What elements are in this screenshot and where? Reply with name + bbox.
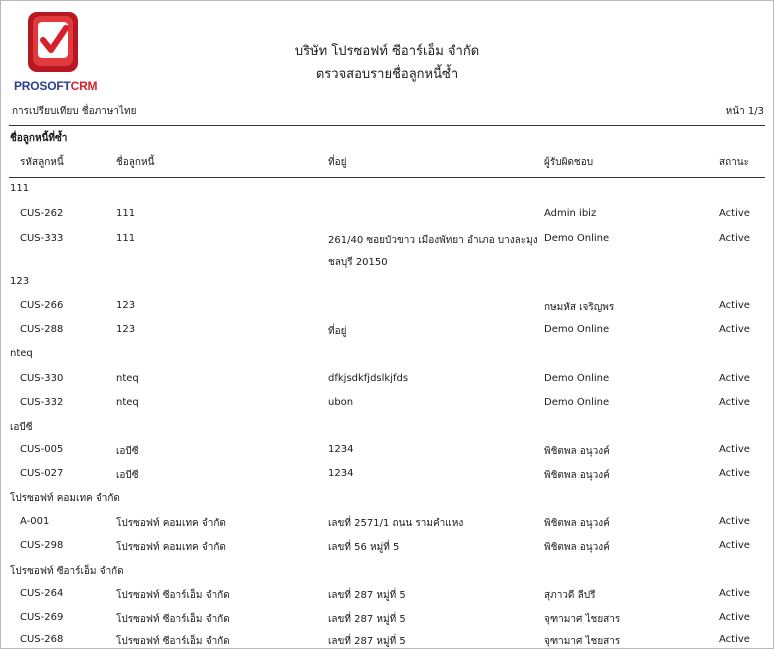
col-header-status: สถานะ	[719, 157, 749, 168]
group-label: เอบีซี	[10, 422, 33, 433]
cell-name: 111	[116, 208, 136, 219]
cell-address: 261/40 ซอยบัวขาว เมืองพัทยา อำเภอ บางละมุง	[328, 235, 538, 246]
col-header-owner: ผู้รับผิดชอบ	[544, 157, 594, 168]
cell-name: เอบีซี	[116, 446, 139, 457]
cell-name: 123	[116, 300, 136, 311]
cell-code: A-001	[20, 516, 50, 527]
cell-owner: Demo Online	[544, 233, 610, 244]
cell-owner: Demo Online	[544, 397, 610, 408]
header-rule	[9, 125, 765, 126]
group-label: 111	[10, 183, 30, 194]
column-rule	[9, 177, 765, 178]
cell-code: CUS-298	[20, 540, 64, 551]
cell-address: เลขที่ 287 หมู่ที่ 5	[328, 614, 406, 625]
logo-brand-right: CRM	[70, 79, 98, 93]
cell-address: dfkjsdkfjdslkjfds	[328, 373, 409, 384]
col-header-code: รหัสลูกหนี้	[20, 157, 64, 168]
col-header-name: ชื่อลูกหนี้	[116, 157, 155, 168]
cell-owner: สุภาวดี ลีปรี	[544, 590, 596, 601]
cell-status: Active	[719, 468, 750, 479]
cell-code: CUS-005	[20, 444, 64, 455]
cell-status: Active	[719, 588, 750, 599]
cell-owner: Admin ibiz	[544, 208, 597, 219]
cell-name: 111	[116, 233, 136, 244]
cell-address: ubon	[328, 397, 354, 408]
cell-code: CUS-330	[20, 373, 64, 384]
cell-status: Active	[719, 397, 750, 408]
group-label: nteq	[10, 348, 33, 359]
cell-address: เลขที่ 287 หมู่ที่ 5	[328, 636, 406, 647]
cell-address: เลขที่ 2571/1 ถนน รามคำแหง	[328, 518, 464, 529]
cell-status: Active	[719, 300, 750, 311]
cell-status: Active	[719, 208, 750, 219]
cell-status: Active	[719, 444, 750, 455]
cell-status: Active	[719, 612, 750, 623]
group-label: โปรซอฟท์ คอมเทค จำกัด	[10, 493, 120, 504]
cell-address: 1234	[328, 444, 354, 455]
col-header-address: ที่อยู่	[328, 157, 347, 168]
cell-code: CUS-266	[20, 300, 64, 311]
logo-brand-left: PROSOFT	[14, 79, 71, 93]
cell-status: Active	[719, 540, 750, 551]
group-label: โปรซอฟท์ ซีอาร์เอ็ม จำกัด	[10, 566, 124, 577]
cell-code: CUS-264	[20, 588, 64, 599]
section-label: ชื่อลูกหนี้ที่ซ้ำ	[10, 133, 68, 144]
company-name: บริษัท โปรซอฟท์ ซีอาร์เอ็ม จำกัด	[294, 44, 480, 59]
cell-code: CUS-269	[20, 612, 64, 623]
cell-status: Active	[719, 233, 750, 244]
cell-owner: พิชิตพล อนุวงค์	[544, 518, 610, 529]
cell-address: เลขที่ 287 หมู่ที่ 5	[328, 590, 406, 601]
cell-name: โปรซอฟท์ ซีอาร์เอ็ม จำกัด	[116, 590, 230, 601]
sort-label: การเปรียบเทียบ ชื่อภาษาไทย	[12, 106, 137, 117]
cell-name: โปรซอฟท์ คอมเทค จำกัด	[116, 518, 226, 529]
cell-code: CUS-288	[20, 324, 64, 335]
cell-code: CUS-332	[20, 397, 64, 408]
cell-name: โปรซอฟท์ คอมเทค จำกัด	[116, 542, 226, 553]
cell-code: CUS-268	[20, 634, 64, 645]
cell-status: Active	[719, 373, 750, 384]
cell-name: 123	[116, 324, 136, 335]
report-title: ตรวจสอบรายชื่อลูกหนี้ซ้ำ	[315, 67, 459, 82]
cell-address: เลขที่ 56 หมู่ที่ 5	[328, 542, 400, 553]
page-number: หน้า 1/3	[725, 106, 764, 117]
cell-owner: Demo Online	[544, 324, 610, 335]
cell-name: nteq	[116, 373, 139, 384]
cell-address-line2: ชลบุรี 20150	[328, 257, 388, 268]
cell-owner: พิชิตพล อนุวงค์	[544, 470, 610, 481]
cell-code: CUS-027	[20, 468, 64, 479]
cell-address: 1234	[328, 468, 354, 479]
cell-owner: พิชิตพล อนุวงค์	[544, 446, 610, 457]
group-label: 123	[10, 276, 30, 287]
cell-owner: จุฑามาศ ไชยสาร	[544, 614, 621, 625]
cell-name: โปรซอฟท์ ซีอาร์เอ็ม จำกัด	[116, 614, 230, 625]
cell-name: nteq	[116, 397, 139, 408]
cell-address: ที่อยู่	[328, 326, 347, 337]
cell-code: CUS-333	[20, 233, 64, 244]
cell-status: Active	[719, 516, 750, 527]
cell-status: Active	[719, 634, 750, 645]
cell-owner: Demo Online	[544, 373, 610, 384]
cell-owner: จุฑามาศ ไชยสาร	[544, 636, 621, 647]
cell-code: CUS-262	[20, 208, 64, 219]
cell-status: Active	[719, 324, 750, 335]
cell-owner: กษมหัส เจริญพร	[544, 302, 615, 313]
cell-owner: พิชิตพล อนุวงค์	[544, 542, 610, 553]
cell-name: โปรซอฟท์ ซีอาร์เอ็ม จำกัด	[116, 636, 230, 647]
cell-name: เอบีซี	[116, 470, 139, 481]
